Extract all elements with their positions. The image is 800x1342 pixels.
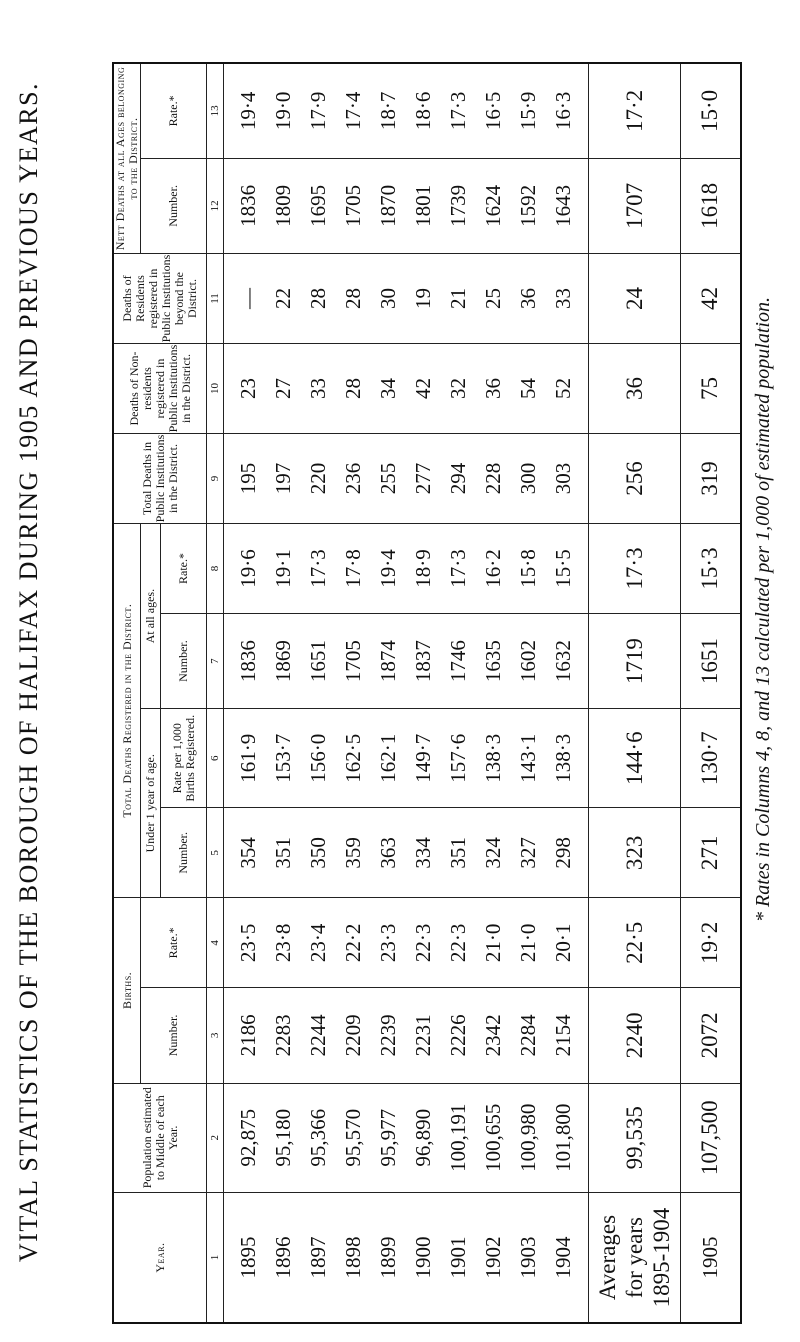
table-cell: 34 bbox=[376, 377, 400, 399]
current-all-ages-rate: 15·3 bbox=[681, 523, 741, 613]
table-cell: 2239 bbox=[376, 1014, 400, 1057]
column-number: 10 bbox=[207, 343, 224, 433]
header-births-rate: Rate.* bbox=[141, 898, 207, 988]
table-cell: 17·8 bbox=[341, 549, 365, 588]
vital-statistics-table bbox=[112, 62, 742, 1324]
table-cell: 359 bbox=[341, 837, 365, 869]
column-number: 11 bbox=[207, 253, 224, 343]
table-cell: 22·3 bbox=[446, 923, 470, 963]
current-year: 1905 bbox=[681, 1193, 741, 1323]
table-cell: 2283 bbox=[271, 1014, 295, 1057]
avg-non-residents: 36 bbox=[589, 343, 681, 433]
table-cell: 1635 bbox=[481, 640, 505, 683]
column-number: 6 bbox=[207, 709, 224, 808]
table-cell: 2244 bbox=[306, 1014, 330, 1057]
header-non-residents: Deaths of Non-residents registered in Public Institutions in the District. bbox=[113, 343, 207, 433]
avg-all-ages-number: 1719 bbox=[589, 613, 681, 708]
table-cell: 149·7 bbox=[411, 733, 435, 783]
table-cell: 96,890 bbox=[411, 1108, 435, 1167]
table-cell: 1896 bbox=[271, 1236, 295, 1279]
table-cell: 95,977 bbox=[376, 1108, 400, 1167]
table-cell: 101,800 bbox=[551, 1103, 575, 1172]
table-cell: 255 bbox=[376, 462, 400, 495]
averages-label bbox=[589, 1193, 681, 1323]
header-nett-number: Number. bbox=[141, 158, 207, 253]
table-cell: 1901 bbox=[446, 1236, 470, 1279]
current-non-residents: 75 bbox=[681, 343, 741, 433]
avg-births-number: 2240 bbox=[589, 988, 681, 1083]
col-nett-number bbox=[224, 158, 589, 253]
table-cell: 17·9 bbox=[306, 91, 330, 131]
table-cell: 351 bbox=[271, 837, 295, 869]
header-under-1: Under 1 year of age. bbox=[141, 709, 161, 898]
table-cell: 1869 bbox=[271, 640, 295, 683]
table-cell: 22·3 bbox=[411, 923, 435, 963]
table-cell: 28 bbox=[341, 287, 365, 309]
table-cell: 100,191 bbox=[446, 1103, 470, 1172]
table-cell: 1801 bbox=[411, 184, 435, 227]
current-under1-number: 271 bbox=[681, 808, 741, 898]
current-under1-rate: 130·7 bbox=[681, 709, 741, 808]
table-cell: 294 bbox=[446, 462, 470, 495]
header-all-ages: At all ages. bbox=[141, 523, 161, 708]
table-cell: 17·3 bbox=[446, 549, 470, 588]
table-cell: 23 bbox=[236, 377, 260, 399]
table-cell: 21 bbox=[446, 287, 470, 309]
table-cell: — bbox=[236, 287, 260, 309]
table-cell: 236 bbox=[341, 462, 365, 495]
table-cell: 23·3 bbox=[376, 923, 400, 963]
col-population bbox=[224, 1083, 589, 1193]
table-cell: 36 bbox=[516, 287, 540, 309]
table-cell: 1705 bbox=[341, 184, 365, 227]
avg-population: 99,535 bbox=[589, 1083, 681, 1193]
col-non-residents bbox=[224, 343, 589, 433]
table-cell: 21·0 bbox=[481, 923, 505, 963]
col-all-ages-rate bbox=[224, 523, 589, 613]
table-cell: 30 bbox=[376, 287, 400, 309]
avg-births-rate: 22·5 bbox=[589, 898, 681, 988]
table-cell: 161·9 bbox=[236, 733, 260, 783]
col-years bbox=[224, 1193, 589, 1323]
table-cell: 228 bbox=[481, 462, 505, 495]
current-nett-rate: 15·0 bbox=[681, 63, 741, 158]
table-cell: 22·2 bbox=[341, 923, 365, 963]
table-cell: 157·6 bbox=[446, 733, 470, 783]
header-all-ages-rate: Rate.* bbox=[161, 523, 207, 613]
table-cell: 18·6 bbox=[411, 91, 435, 131]
averages-label-line: for years bbox=[622, 1216, 647, 1299]
footnote: * Rates in Columns 4, 8, and 13 calculated per 1,000 of estimated population. bbox=[752, 297, 774, 922]
averages-label-line: Averages bbox=[595, 1214, 620, 1301]
table-cell: 162·1 bbox=[376, 733, 400, 783]
table-cell: 28 bbox=[341, 377, 365, 399]
avg-public-institutions: 256 bbox=[589, 433, 681, 523]
table-cell: 19·4 bbox=[236, 91, 260, 131]
table-cell: 27 bbox=[271, 377, 295, 399]
table-cell: 1746 bbox=[446, 640, 470, 683]
table-cell: 23·8 bbox=[271, 923, 295, 963]
table-cell: 1870 bbox=[376, 184, 400, 227]
table-cell: 298 bbox=[551, 837, 575, 869]
header-nett-deaths: Nett Deaths at all Ages belonging to the District. bbox=[113, 63, 141, 253]
table-cell: 15·5 bbox=[551, 549, 575, 588]
header-under1-rate: Rate per 1,000 Births Registered. bbox=[161, 709, 207, 808]
page-title: VITAL STATISTICS OF THE BOROUGH OF HALIFAX DURING 1905 AND PREVIOUS YEARS. bbox=[14, 81, 43, 1263]
table-cell: 197 bbox=[271, 462, 295, 495]
col-residents-beyond bbox=[224, 253, 589, 343]
table-cell: 1739 bbox=[446, 184, 470, 227]
table-cell: 16·5 bbox=[481, 91, 505, 131]
table-cell: 36 bbox=[481, 377, 505, 399]
table-cell: 33 bbox=[551, 287, 575, 309]
table-cell: 17·3 bbox=[446, 91, 470, 131]
table-cell: 25 bbox=[481, 287, 505, 309]
table-cell: 32 bbox=[446, 377, 470, 399]
avg-residents-beyond: 24 bbox=[589, 253, 681, 343]
table-cell: 1899 bbox=[376, 1236, 400, 1279]
table-cell: 350 bbox=[306, 837, 330, 869]
header-nett-rate: Rate.* bbox=[141, 63, 207, 158]
table-cell: 17·3 bbox=[306, 549, 330, 588]
header-public-institutions: Total Deaths in Public Institutions in the District. bbox=[113, 433, 207, 523]
table-cell: 1705 bbox=[341, 640, 365, 683]
current-all-ages-number: 1651 bbox=[681, 613, 741, 708]
table-cell: 1809 bbox=[271, 184, 295, 227]
header-total-deaths: Total Deaths Registered in the District. bbox=[113, 523, 141, 897]
col-under1-rate bbox=[224, 709, 589, 808]
table-cell: 100,980 bbox=[516, 1103, 540, 1172]
table-cell: 21·0 bbox=[516, 923, 540, 963]
table-cell: 17·4 bbox=[341, 91, 365, 131]
table-cell: 303 bbox=[551, 462, 575, 495]
table-cell: 1900 bbox=[411, 1236, 435, 1279]
table-cell: 19·6 bbox=[236, 549, 260, 588]
table-cell: 19·4 bbox=[376, 549, 400, 588]
column-number: 4 bbox=[207, 898, 224, 988]
column-number: 12 bbox=[207, 158, 224, 253]
table-cell: 2186 bbox=[236, 1014, 260, 1057]
current-public-institutions: 319 bbox=[681, 433, 741, 523]
table-cell: 1624 bbox=[481, 184, 505, 227]
column-number: 2 bbox=[207, 1083, 224, 1193]
table-cell: 15·8 bbox=[516, 549, 540, 588]
table-cell: 351 bbox=[446, 837, 470, 869]
avg-nett-rate: 17·2 bbox=[589, 63, 681, 158]
table-cell: 2154 bbox=[551, 1014, 575, 1057]
table-cell: 1602 bbox=[516, 640, 540, 683]
column-number: 8 bbox=[207, 523, 224, 613]
avg-under1-rate: 144·6 bbox=[589, 709, 681, 808]
table-cell: 153·7 bbox=[271, 733, 295, 783]
table-cell: 324 bbox=[481, 837, 505, 869]
header-births: Births. bbox=[113, 898, 141, 1083]
current-nett-number: 1618 bbox=[681, 158, 741, 253]
table-cell: 1903 bbox=[516, 1236, 540, 1279]
col-public-institutions bbox=[224, 433, 589, 523]
table-cell: 2342 bbox=[481, 1014, 505, 1057]
col-births-rate bbox=[224, 898, 589, 988]
table-cell: 95,570 bbox=[341, 1108, 365, 1167]
header-residents-beyond: Deaths of Residents registered in Public Institutions beyond the District. bbox=[113, 253, 207, 343]
table-cell: 334 bbox=[411, 837, 435, 869]
table-cell: 1902 bbox=[481, 1236, 505, 1279]
table-cell: 1643 bbox=[551, 184, 575, 227]
table-cell: 195 bbox=[236, 462, 260, 495]
table-cell: 2209 bbox=[341, 1014, 365, 1057]
table-cell: 1836 bbox=[236, 184, 260, 227]
table-cell: 23·5 bbox=[236, 923, 260, 963]
table-cell: 2284 bbox=[516, 1014, 540, 1057]
table-cell: 16·3 bbox=[551, 91, 575, 131]
table-cell: 138·3 bbox=[481, 733, 505, 783]
table-cell: 156·0 bbox=[306, 733, 330, 783]
table-cell: 19 bbox=[411, 287, 435, 309]
header-population: Population estimated to Middle of each Year. bbox=[113, 1083, 207, 1193]
current-births-rate: 19·2 bbox=[681, 898, 741, 988]
table-cell: 16·2 bbox=[481, 549, 505, 588]
column-number: 3 bbox=[207, 988, 224, 1083]
table-cell: 28 bbox=[306, 287, 330, 309]
table-cell: 1898 bbox=[341, 1236, 365, 1279]
table-cell: 2231 bbox=[411, 1014, 435, 1057]
table-cell: 277 bbox=[411, 462, 435, 495]
averages-label-line: 1895-1904 bbox=[649, 1207, 674, 1308]
col-nett-rate bbox=[224, 63, 589, 158]
table-cell: 363 bbox=[376, 837, 400, 869]
col-births-number bbox=[224, 988, 589, 1083]
column-number: 13 bbox=[207, 63, 224, 158]
current-births-number: 2072 bbox=[681, 988, 741, 1083]
table-cell: 138·3 bbox=[551, 733, 575, 783]
header-year: Year. bbox=[113, 1193, 207, 1323]
table-cell: 354 bbox=[236, 837, 260, 869]
table-cell: 327 bbox=[516, 837, 540, 869]
table-cell: 20·1 bbox=[551, 923, 575, 963]
table-cell: 19·1 bbox=[271, 549, 295, 588]
table-cell: 2226 bbox=[446, 1014, 470, 1057]
table-cell: 52 bbox=[551, 377, 575, 399]
table-cell: 1895 bbox=[236, 1236, 260, 1279]
table-cell: 300 bbox=[516, 462, 540, 495]
table-cell: 42 bbox=[411, 377, 435, 399]
table-cell: 18·9 bbox=[411, 549, 435, 588]
table-cell: 1695 bbox=[306, 184, 330, 227]
column-number: 5 bbox=[207, 808, 224, 898]
column-number: 9 bbox=[207, 433, 224, 523]
table-cell: 22 bbox=[271, 287, 295, 309]
table-cell: 92,875 bbox=[236, 1108, 260, 1167]
avg-all-ages-rate: 17·3 bbox=[589, 523, 681, 613]
table-cell: 19·0 bbox=[271, 91, 295, 131]
table-cell: 1592 bbox=[516, 184, 540, 227]
header-births-number: Number. bbox=[141, 988, 207, 1083]
header-under1-number: Number. bbox=[161, 808, 207, 898]
table-cell: 18·7 bbox=[376, 91, 400, 131]
table-cell: 1837 bbox=[411, 640, 435, 683]
table-cell: 54 bbox=[516, 377, 540, 399]
col-under1-number bbox=[224, 808, 589, 898]
table-cell: 33 bbox=[306, 377, 330, 399]
avg-nett-number: 1707 bbox=[589, 158, 681, 253]
column-number: 1 bbox=[207, 1193, 224, 1323]
col-all-ages-number bbox=[224, 613, 589, 708]
table-cell: 1651 bbox=[306, 640, 330, 683]
table-cell: 95,366 bbox=[306, 1108, 330, 1167]
table-cell: 220 bbox=[306, 462, 330, 495]
table-cell: 95,180 bbox=[271, 1108, 295, 1167]
table-cell: 15·9 bbox=[516, 91, 540, 131]
table-cell: 1632 bbox=[551, 640, 575, 683]
current-population: 107,500 bbox=[681, 1083, 741, 1193]
column-number: 7 bbox=[207, 613, 224, 708]
table-cell: 1874 bbox=[376, 640, 400, 683]
table-cell: 162·5 bbox=[341, 733, 365, 783]
table-cell: 1904 bbox=[551, 1236, 575, 1279]
avg-under1-number: 323 bbox=[589, 808, 681, 898]
table-cell: 143·1 bbox=[516, 733, 540, 783]
table-cell: 100,655 bbox=[481, 1103, 505, 1172]
header-all-ages-number: Number. bbox=[161, 613, 207, 708]
current-residents-beyond: 42 bbox=[681, 253, 741, 343]
table-cell: 1897 bbox=[306, 1236, 330, 1279]
table-cell: 23·4 bbox=[306, 923, 330, 963]
table-cell: 1836 bbox=[236, 640, 260, 683]
